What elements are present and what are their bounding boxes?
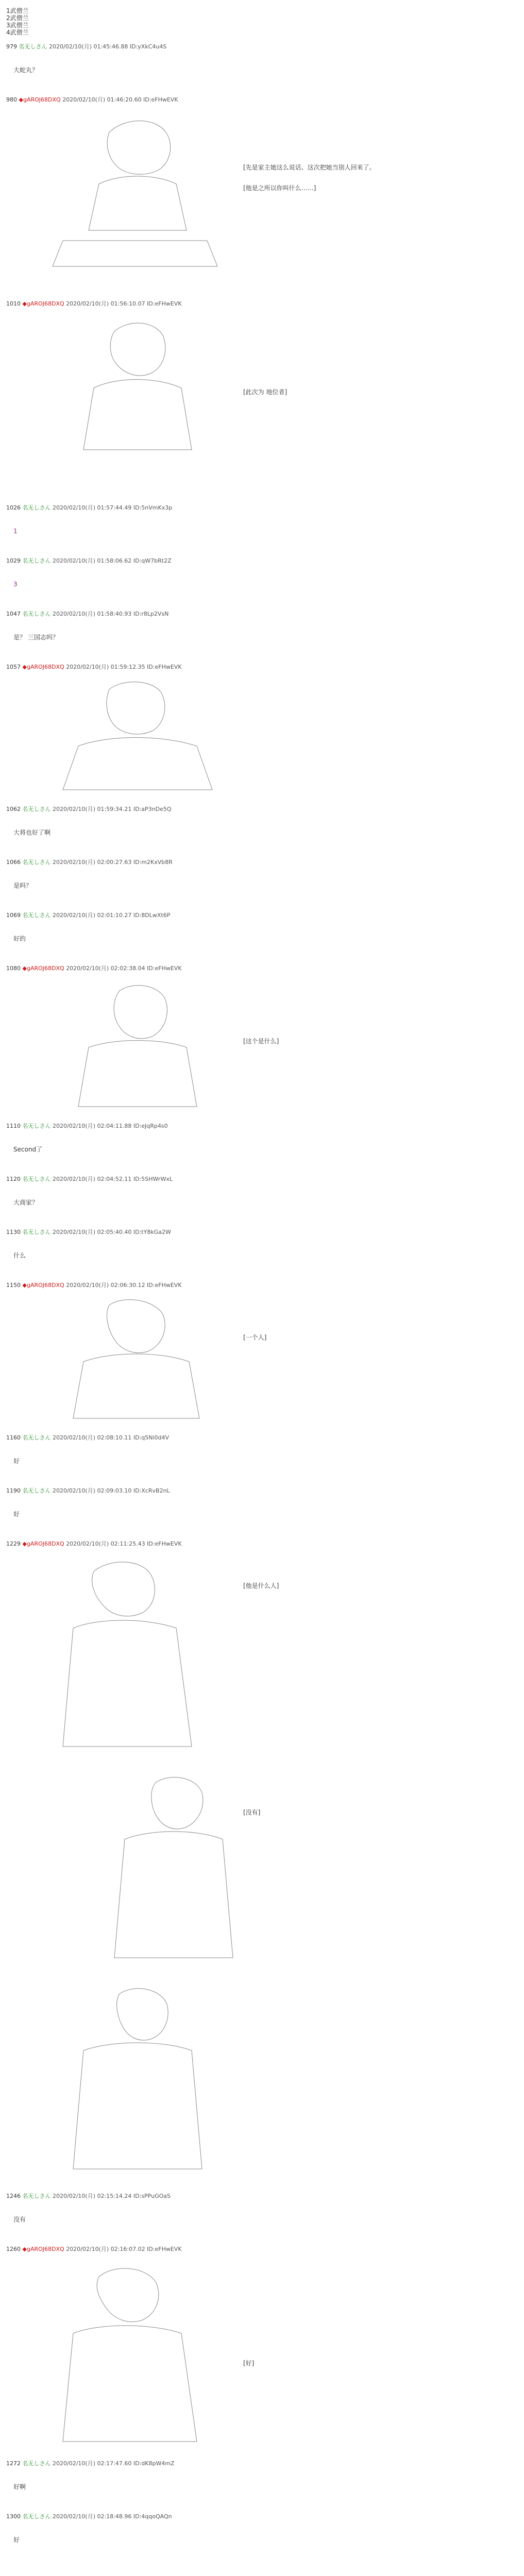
post-date: 2020/02/10(月) 02:16:07.02 ID:eFHwEVK xyxy=(66,2246,182,2252)
post-date: 2020/02/10(月) 02:02:38.04 ID:eFHwEVK xyxy=(66,965,182,972)
figure-illustration xyxy=(32,316,238,491)
poster-name: 名无しさん xyxy=(22,611,51,617)
post-number[interactable]: 1066 xyxy=(6,859,21,866)
post xyxy=(6,664,392,798)
post-date: 2020/02/10(月) 02:09:03.10 ID:XcRvB2nL xyxy=(53,1487,170,1494)
post-body xyxy=(6,815,392,851)
poster-name: ◆gAROJ68DXQ xyxy=(22,664,64,670)
post-body xyxy=(6,2522,392,2558)
post-header xyxy=(6,1229,392,1236)
post-body xyxy=(6,921,392,957)
intro-line: 3武僧兰 xyxy=(6,22,29,29)
post-date: 2020/02/10(月) 02:18:48.96 ID:4qqoQAQn xyxy=(53,2513,172,2520)
post-header xyxy=(6,1176,392,1183)
post-number[interactable]: 1110 xyxy=(6,1123,21,1129)
post xyxy=(6,300,392,496)
post xyxy=(6,611,392,655)
post-header xyxy=(6,2246,392,2253)
post-number[interactable]: 1057 xyxy=(6,664,21,670)
post-body xyxy=(6,868,392,904)
post-body xyxy=(6,52,392,88)
post-line: 1 xyxy=(13,528,18,535)
dialogue-text: [这个是什么] xyxy=(243,1038,279,1045)
post xyxy=(6,2193,392,2238)
post-body xyxy=(6,513,392,549)
post-date: 2020/02/10(月) 01:59:12.35 ID:eFHwEVK xyxy=(66,664,182,670)
post xyxy=(6,912,392,957)
poster-name: 名无しさん xyxy=(22,2193,51,2199)
post-date: 2020/02/10(月) 02:15:14.24 ID:sPPuGOaS xyxy=(53,2193,171,2199)
post-number[interactable]: 1120 xyxy=(6,1176,21,1182)
poster-name: 名无しさん xyxy=(22,1176,51,1182)
ascii-art-scene xyxy=(16,2256,392,2452)
post-date: 2020/02/10(月) 02:04:52.11 ID:5SHWrWxL xyxy=(53,1176,173,1182)
post-number[interactable]: 980 xyxy=(6,96,17,103)
post-number[interactable]: 1229 xyxy=(6,1540,21,1547)
post-header xyxy=(6,96,392,104)
post-date: 2020/02/10(月) 01:46:20.60 ID:eFHwEVK xyxy=(62,96,178,103)
post-header xyxy=(6,664,392,671)
intro xyxy=(6,7,392,36)
figure-illustration xyxy=(32,112,238,287)
poster-name: 名无しさん xyxy=(22,2460,51,2467)
post-date: 2020/02/10(月) 02:01:10.27 ID:8DLwXt6P xyxy=(53,912,171,919)
poster-name: ◆gAROJ68DXQ xyxy=(22,1540,64,1547)
intro-line: 2武僧兰 xyxy=(6,14,29,22)
dialogue-text: [一个人] xyxy=(243,1334,267,1341)
post xyxy=(6,1434,392,1479)
poster-name: 名无しさん xyxy=(22,912,51,919)
post xyxy=(6,859,392,904)
ascii-art-figure xyxy=(32,316,238,491)
figure-illustration xyxy=(32,980,238,1109)
post-header xyxy=(6,965,392,972)
ascii-art-figure xyxy=(32,1978,238,2174)
post-line: 好 xyxy=(13,1458,20,1465)
figure-illustration xyxy=(32,2261,238,2447)
ascii-art-scene xyxy=(16,975,392,1114)
post-header xyxy=(6,504,392,512)
ascii-art-scene xyxy=(16,311,392,496)
dialogue-text: [好] xyxy=(243,2360,255,2367)
post-number[interactable]: 1080 xyxy=(6,965,21,972)
poster-name: 名无しさん xyxy=(22,806,51,812)
ascii-art-figure xyxy=(32,2261,238,2447)
post xyxy=(6,2246,392,2452)
post xyxy=(6,504,392,549)
post-line: 大将也好了啊 xyxy=(13,829,51,836)
post-header xyxy=(6,859,392,866)
post-line: 什么 xyxy=(13,1252,26,1259)
post xyxy=(6,2513,392,2558)
post xyxy=(6,806,392,851)
post-date: 2020/02/10(月) 01:45:46.88 ID:yXkC4u4S xyxy=(49,43,167,50)
post xyxy=(6,1229,392,1274)
post-date: 2020/02/10(月) 02:17:47.60 ID:dK8pW4mZ xyxy=(53,2460,175,2467)
post xyxy=(6,557,392,602)
post xyxy=(6,96,392,292)
post-number[interactable]: 1069 xyxy=(6,912,21,919)
post-number[interactable]: 1130 xyxy=(6,1229,21,1235)
ascii-art-scene xyxy=(16,674,392,798)
ascii-art-figure xyxy=(32,112,238,287)
post-date: 2020/02/10(月) 01:57:44.49 ID:5nVmKx3p xyxy=(53,504,173,511)
ascii-art-figure xyxy=(32,1297,238,1421)
post xyxy=(6,1123,392,1167)
post-number[interactable]: 1029 xyxy=(6,557,21,564)
post-date: 2020/02/10(月) 01:58:40.93 ID:r8Lp2VsN xyxy=(53,611,169,617)
post xyxy=(6,965,392,1114)
post-line: 大蛇丸？ xyxy=(13,66,39,74)
dialogue-text: [没有] xyxy=(243,1809,261,1816)
post xyxy=(6,1540,392,2184)
dialogue-text: [他是之所以你叫什么……] xyxy=(243,184,316,192)
ascii-art-figure xyxy=(32,1556,238,1752)
post-line: 没有 xyxy=(13,2216,26,2223)
post-line: 大商家？ xyxy=(13,1199,39,1206)
post-body xyxy=(6,566,392,602)
post-header xyxy=(6,2193,392,2200)
post-number[interactable]: 1190 xyxy=(6,1487,21,1494)
post-header xyxy=(6,806,392,813)
ascii-art-figure xyxy=(32,1767,238,1963)
figure-illustration xyxy=(32,1556,238,1752)
post-header xyxy=(6,1282,392,1289)
post-number[interactable]: 1062 xyxy=(6,806,21,812)
post-number[interactable]: 1160 xyxy=(6,1434,21,1441)
post-header xyxy=(6,300,392,308)
dialogue-text: [先是家主她这么说话、这次把她当别人回来了。 xyxy=(243,164,376,171)
poster-name: 名无しさん xyxy=(22,1487,51,1494)
post xyxy=(6,1282,392,1426)
intro-line: 1武僧兰 xyxy=(6,7,29,14)
poster-name: ◆gAROJ68DXQ xyxy=(22,965,64,972)
poster-name: 名无しさん xyxy=(19,43,47,50)
post-body xyxy=(6,1496,392,1532)
post-date: 2020/02/10(月) 01:58:06.62 ID:qW7bRt2Z xyxy=(53,557,172,564)
post-line: 好 xyxy=(13,2536,20,2544)
figure-illustration xyxy=(32,1978,238,2174)
intro-line: 4武僧兰 xyxy=(6,29,29,36)
ascii-art-scene xyxy=(16,107,392,292)
post-header xyxy=(6,43,392,50)
post-line: 好 xyxy=(13,1511,20,1518)
post-header xyxy=(6,1434,392,1442)
poster-name: ◆gAROJ68DXQ xyxy=(19,96,61,103)
post-number[interactable]: 1010 xyxy=(6,300,21,307)
post-date: 2020/02/10(月) 02:00:27.63 ID:m2KxVb8R xyxy=(53,859,173,866)
figure-illustration xyxy=(32,1767,238,1963)
post-header xyxy=(6,1540,392,1548)
poster-name: 名无しさん xyxy=(22,557,51,564)
poster-name: 名无しさん xyxy=(22,1229,51,1235)
post-line: 3 xyxy=(13,581,18,588)
figure-illustration xyxy=(32,1297,238,1421)
post-line: Second了 xyxy=(13,1146,43,1153)
ascii-art-scene xyxy=(16,1551,392,2184)
poster-name: ◆gAROJ68DXQ xyxy=(22,2246,64,2252)
poster-name: 名无しさん xyxy=(22,1434,51,1441)
post-body xyxy=(6,1443,392,1479)
post-body xyxy=(6,1238,392,1274)
post-date: 2020/02/10(月) 01:56:10.07 ID:eFHwEVK xyxy=(66,300,182,307)
post-number[interactable]: 1300 xyxy=(6,2513,21,2520)
post-header xyxy=(6,1123,392,1130)
figure-illustration xyxy=(32,679,238,792)
post xyxy=(6,1176,392,1221)
poster-name: ◆gAROJ68DXQ xyxy=(22,300,64,307)
post-number[interactable]: 1047 xyxy=(6,611,21,617)
dialogue-text: [他是什么人] xyxy=(243,1582,279,1589)
dialogue-text: [此次为 地位者] xyxy=(243,388,288,396)
poster-name: 名无しさん xyxy=(22,1123,51,1129)
post xyxy=(6,43,392,88)
post xyxy=(6,2460,392,2505)
post-body xyxy=(6,2469,392,2505)
post-body xyxy=(6,619,392,655)
post-body xyxy=(6,2201,392,2238)
post-date: 2020/02/10(月) 02:06:30.12 ID:eFHwEVK xyxy=(66,1282,182,1289)
ascii-art-figure xyxy=(32,980,238,1109)
post xyxy=(6,1487,392,1532)
post-header xyxy=(6,2460,392,2467)
post-number[interactable]: 1026 xyxy=(6,504,21,511)
post-header xyxy=(6,1487,392,1495)
post-header xyxy=(6,611,392,618)
post-number[interactable]: 1150 xyxy=(6,1282,21,1289)
post-number[interactable]: 979 xyxy=(6,43,17,50)
post-date: 2020/02/10(月) 02:04:11.88 ID:eJqRp4s0 xyxy=(53,1123,168,1129)
ascii-art-scene xyxy=(16,1292,392,1426)
post-line: 是？ 三国志吗？ xyxy=(13,634,59,641)
post-line: 好的 xyxy=(13,935,26,942)
post-body xyxy=(6,1184,392,1221)
post-line: 是吗？ xyxy=(13,882,32,889)
post-header xyxy=(6,912,392,919)
poster-name: ◆gAROJ68DXQ xyxy=(22,1282,64,1289)
post-line: 好啊 xyxy=(13,2483,26,2490)
poster-name: 名无しさん xyxy=(22,2513,51,2520)
post-date: 2020/02/10(月) 02:08:10.11 ID:q5Ni0d4V xyxy=(53,1434,170,1441)
poster-name: 名无しさん xyxy=(22,859,51,866)
post-header xyxy=(6,2513,392,2520)
post-header xyxy=(6,557,392,565)
post-date: 2020/02/10(月) 02:05:40.40 ID:tY8kGa2W xyxy=(53,1229,171,1235)
post-number[interactable]: 1272 xyxy=(6,2460,21,2467)
poster-name: 名无しさん xyxy=(22,504,51,511)
post-date: 2020/02/10(月) 02:11:25.43 ID:eFHwEVK xyxy=(66,1540,182,1547)
post-body xyxy=(6,1131,392,1167)
post-date: 2020/02/10(月) 01:59:34.21 ID:aP3nDe5Q xyxy=(53,806,172,812)
post-number[interactable]: 1260 xyxy=(6,2246,21,2252)
ascii-art-figure xyxy=(32,679,238,792)
post-number[interactable]: 1246 xyxy=(6,2193,21,2199)
